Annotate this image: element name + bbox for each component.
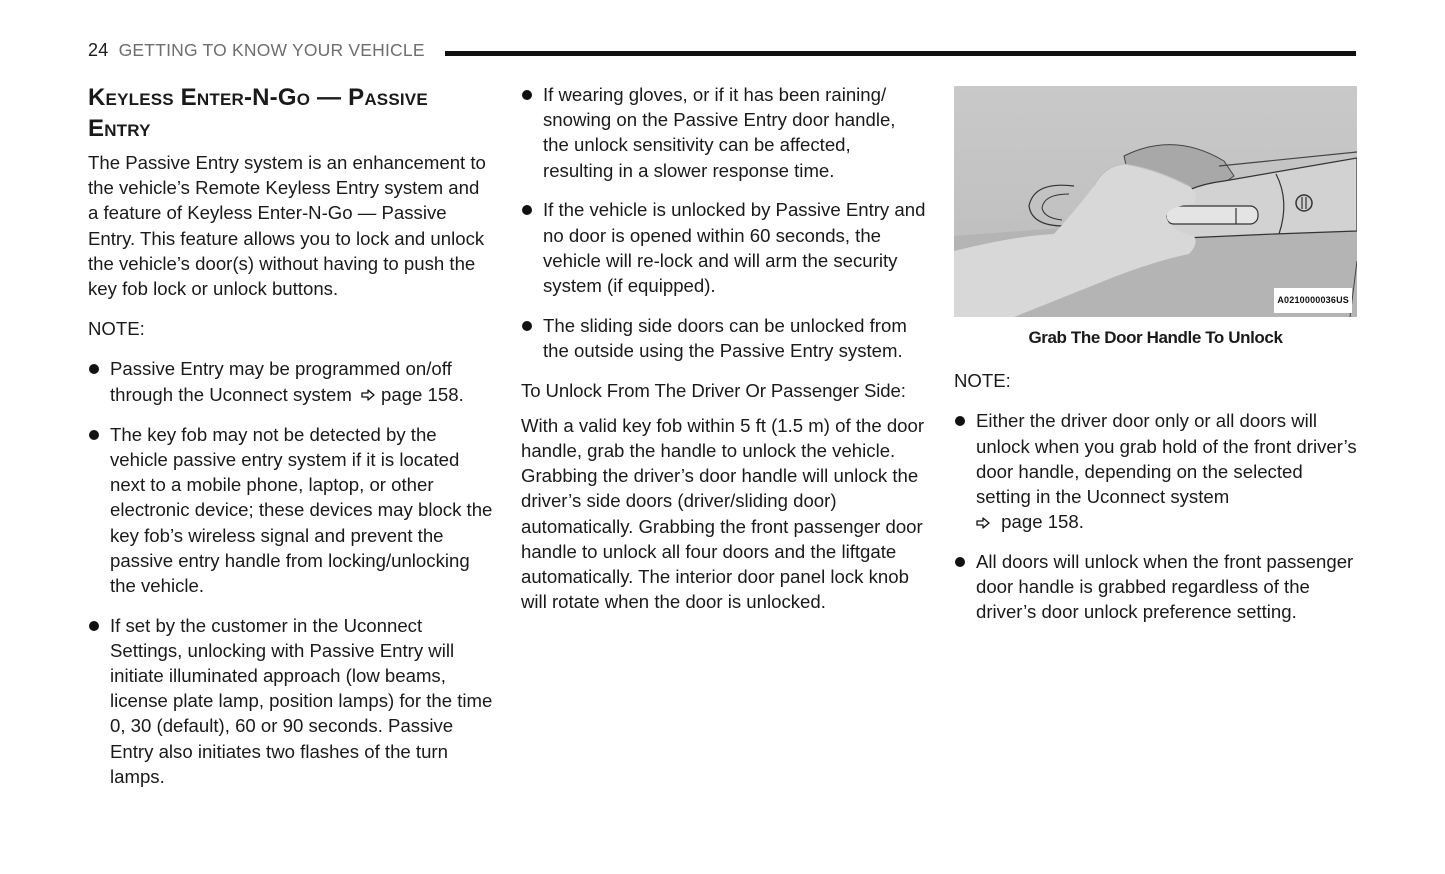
list-item-text: All doors will unlock when the front passenger door handle is grabbed regardless of the driver’s door unlock preference setting.	[976, 550, 1354, 623]
list-item	[521, 197, 926, 298]
note-list-continued	[521, 82, 926, 363]
list-item-text: The key fob may not be detected by the vehicle passive entry system if it is located next to a mobile phone, laptop, or other electronic device; these devices may block the key fob’s wireless signal and prevent the passive entry handle from locking/unlocking the vehicle.	[110, 423, 493, 596]
note-list	[954, 408, 1357, 624]
hand-on-door-handle-icon	[954, 86, 1357, 317]
list-item-text: If wearing gloves, or if it has been raining/ snowing on the Passive Entry door handle, the unlock sensitivity can be affected, resulting in a slower response time.	[543, 84, 896, 181]
arrow-right-icon	[361, 389, 375, 401]
list-item-text: Either the driver door only or all doors will unlock when you grab hold of the front driver’s door handle, depending on the selected setting in the Uconnect system	[976, 410, 1357, 508]
page-number: 24	[88, 39, 109, 60]
heading-line-1: Keyless Enter-N-Go — Passive	[88, 84, 428, 111]
list-item	[88, 356, 493, 407]
header-rule	[445, 51, 1356, 56]
list-item	[88, 422, 493, 598]
list-item	[88, 613, 493, 789]
list-item-text: If set by the customer in the Uconnect Settings, unlocking with Passive Entry will initiate illuminated approach (low beams, license plate lamp, position lamps) for the time 0, 30 (default), 60 or 90 seconds. Passive Entry also initiates two flashes of the turn lamps.	[110, 614, 493, 787]
list-item	[521, 82, 926, 183]
figure-id-label: A0210000036US	[1274, 288, 1352, 313]
note-list	[88, 356, 493, 789]
page-reference-text[interactable]: page 158.	[1001, 511, 1084, 533]
column-1	[88, 80, 493, 804]
intro-paragraph: The Passive Entry system is an enhancement to the vehicle’s Remote Keyless Entry system and a feature of Keyless Enter-N-Go — Passive Entry. This feature allows you to lock and unlock the vehicle’s door(s) without having to push the key fob lock or unlock buttons.	[88, 152, 486, 300]
list-item-text: The sliding side doors can be unlocked from the outside using the Passive Entry system.	[543, 314, 907, 361]
note-label: NOTE:	[954, 370, 1011, 392]
heading-line-2: Entry	[88, 115, 151, 142]
section-title: GETTING TO KNOW YOUR VEHICLE	[118, 39, 425, 60]
list-item-text: Passive Entry may be programmed on/off through the Uconnect system	[110, 358, 452, 405]
list-item	[954, 549, 1357, 625]
page-reference-link[interactable]	[361, 382, 464, 407]
body-paragraph: With a valid key fob within 5 ft (1.5 m) of the door handle, grab the handle to unlock the vehicle. Grabbing the driver’s door handle will unlock the driver’s side doors (driver/sliding door) automatically. Grabbing the front passenger door handle to unlock all four doors and the liftgate automatically. The interior door panel lock knob will rotate when the door is unlocked.	[521, 414, 925, 613]
page-reference-text[interactable]: page 158.	[381, 384, 464, 406]
column-2	[521, 82, 926, 629]
column-3	[954, 86, 1357, 639]
list-item	[521, 313, 926, 363]
page-reference-link[interactable]	[976, 509, 1357, 534]
note-label: NOTE:	[88, 318, 145, 340]
list-item	[954, 408, 1357, 534]
page-header	[88, 38, 1356, 62]
subheading: To Unlock From The Driver Or Passenger Side:	[521, 379, 906, 401]
section-heading	[88, 82, 493, 144]
door-handle-illustration	[954, 86, 1357, 317]
arrow-right-icon	[976, 517, 990, 529]
list-item-text: If the vehicle is unlocked by Passive Entry and no door is opened within 60 seconds, the vehicle will re-lock and will arm the security system (if equipped).	[543, 199, 926, 296]
figure-caption: Grab The Door Handle To Unlock	[1028, 328, 1283, 347]
